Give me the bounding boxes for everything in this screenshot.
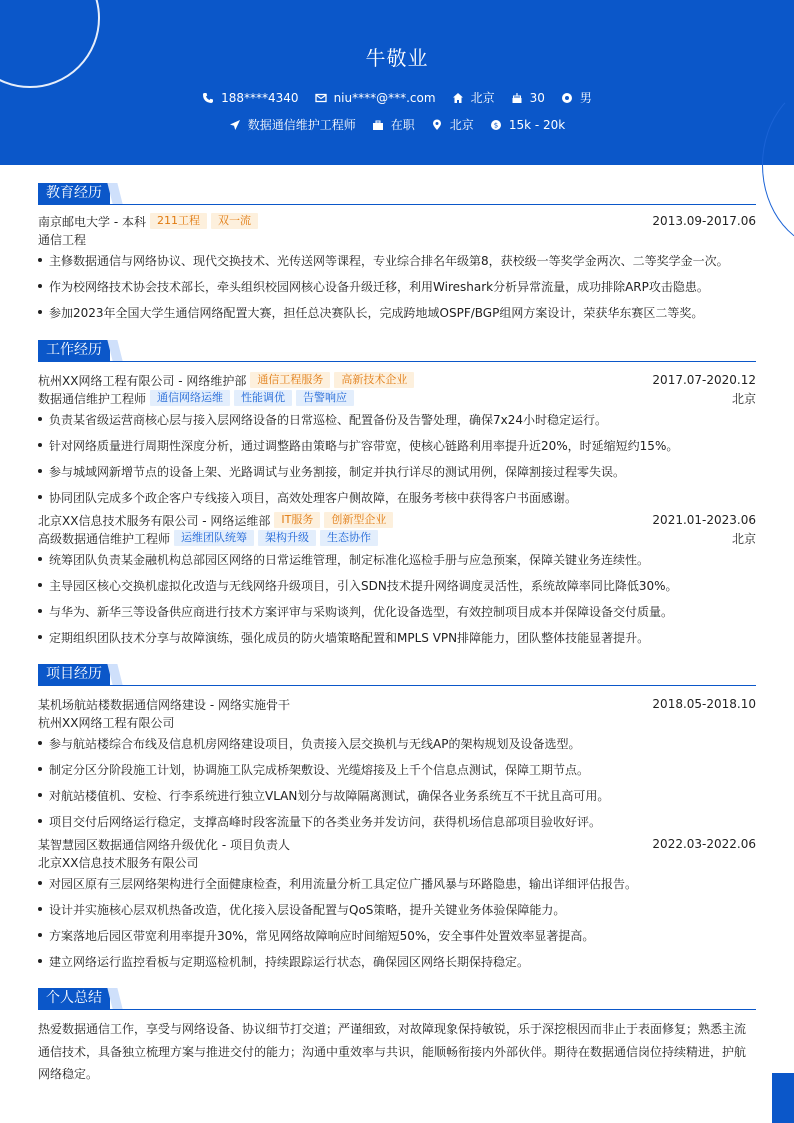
role-tag: 告警响应 (296, 390, 354, 406)
status-text: 在职 (390, 118, 415, 132)
email-item (315, 91, 436, 105)
project-bullets (38, 731, 756, 835)
major-name: 通信工程 (38, 232, 87, 247)
list-item: 参与航站楼综合布线及信息机房网络建设项目，负责接入层交换机与无线AP的架构规划及设备选型。 (38, 731, 756, 757)
status-item (372, 116, 415, 133)
list-item: 建立网络运行监控看板与定期巡检机制，持续跟踪运行状态，确保园区网络长期保持稳定。 (38, 949, 756, 975)
list-item: 制定分区分阶段施工计划，协调施工队完成桥架敷设、光缆熔接及上千个信息点测试，保障工期节点。 (38, 757, 756, 783)
age-text: 30 (529, 90, 545, 105)
resume-header (0, 0, 794, 165)
location-item (431, 116, 474, 133)
project-name: 某机场航站楼数据通信网络建设 - 网络实施骨干 (38, 697, 290, 712)
company-name: 北京XX信息技术服务有限公司 - 网络运维部 (38, 513, 271, 528)
project-entry-sub (38, 853, 756, 871)
role-tag: 通信网络运维 (150, 390, 230, 406)
list-item: 参加2023年全国大学生通信网络配置大赛，担任总决赛队长，完成跨地域OSPF/BGP组网方案设计，荣获华东赛区二等奖。 (38, 300, 756, 326)
job-role: 数据通信维护工程师 (38, 391, 147, 406)
list-item: 负责某省级运营商核心层与接入层网络设备的日常巡检、配置备份及告警处理，确保7x24小时稳定运行。 (38, 407, 756, 433)
project-period: 2022.03-2022.06 (652, 837, 756, 851)
role-tag: 生态协作 (320, 530, 378, 546)
projects-section (38, 664, 756, 975)
work-section (38, 340, 756, 651)
salary-item (490, 118, 565, 132)
candidate-name: 牛敬业 (365, 46, 429, 70)
project-bullets (38, 871, 756, 975)
education-bullets (38, 248, 756, 326)
job-text: 数据通信维护工程师 (247, 118, 356, 132)
section-label: 工作经历 (38, 340, 110, 361)
home-icon (452, 92, 464, 104)
job-bullets (38, 547, 756, 651)
project-org: 北京XX信息技术服务有限公司 (38, 855, 199, 870)
school-tag: 211工程 (150, 213, 207, 229)
summary-section (38, 988, 756, 1086)
list-item: 设计并实施核心层双机热备改造，优化接入层设备配置与QoS策略，提升关键业务体验保障能力。 (38, 897, 756, 923)
job-role: 高级数据通信维护工程师 (38, 531, 171, 546)
send-icon (229, 119, 241, 131)
phone-item (202, 91, 298, 105)
project-name: 某智慧园区数据通信网络升级优化 - 项目负责人 (38, 837, 290, 852)
list-item: 主修数据通信与网络协议、现代交换技术、光传送网等课程，专业综合排名年级第8，获校级一等奖学金两次、二等奖学金一次。 (38, 248, 756, 274)
section-label: 个人总结 (38, 988, 110, 1009)
decor-corner-block (772, 1073, 794, 1123)
section-title (38, 183, 756, 205)
phone-icon (202, 92, 214, 104)
education-section (38, 183, 756, 326)
list-item: 参与城域网新增节点的设备上架、光路调试与业务割接，制定并执行详尽的测试用例，保障割接过程零失误。 (38, 459, 756, 485)
list-item: 对园区原有三层网络架构进行全面健康检查，利用流量分析工具定位广播风暴与环路隐患，输出详细评估报告。 (38, 871, 756, 897)
company-tag: 通信工程服务 (250, 372, 330, 388)
project-org: 杭州XX网络工程有限公司 (38, 715, 175, 730)
list-item: 与华为、新华三等设备供应商进行技术方案评审与采购谈判，优化设备选型，有效控制项目成本并保障设备交付质量。 (38, 599, 756, 625)
briefcase-icon (372, 119, 384, 131)
list-item: 统筹团队负责某金融机构总部园区网络的日常运维管理，制定标准化巡检手册与应急预案，保障关键业务连续性。 (38, 547, 756, 573)
role-tag: 架构升级 (258, 530, 316, 546)
job-location: 北京 (731, 391, 756, 406)
list-item: 定期组织团队技术分享与故障演练，强化成员的防火墙策略配置和MPLS VPN排障能力，团队整体技能显著提升。 (38, 625, 756, 651)
job-period: 2017.07-2020.12 (652, 373, 756, 387)
city-item (452, 89, 495, 106)
pin-icon (431, 119, 443, 131)
project-entry-head (38, 835, 756, 853)
project-period: 2018.05-2018.10 (652, 697, 756, 711)
school-tag: 双一流 (211, 213, 258, 229)
list-item: 作为校网络技术协会技术部长，牵头组织校园网核心设备升级迁移，利用Wireshark分析异常流量，成功排除ARP攻击隐患。 (38, 274, 756, 300)
list-item: 针对网络质量进行周期性深度分析，通过调整路由策略与扩容带宽，使核心链路利用率提升近20%，时延缩短约15%。 (38, 433, 756, 459)
list-item: 对航站楼值机、安检、行李系统进行独立VLAN划分与故障隔离测试，确保各业务系统互不干扰且高可用。 (38, 783, 756, 809)
section-title (38, 340, 756, 362)
section-label: 项目经历 (38, 664, 110, 685)
money-icon (490, 119, 502, 131)
job-entry-head (38, 511, 756, 529)
city-text: 北京 (470, 91, 495, 105)
location-text: 北京 (449, 118, 474, 132)
section-title (38, 988, 756, 1010)
age-item (511, 91, 545, 105)
gender-text: 男 (579, 91, 592, 105)
job-period: 2021.01-2023.06 (652, 513, 756, 527)
list-item: 协同团队完成多个政企客户专线接入项目，高效处理客户侧故障，在服务考核中获得客户书面感谢。 (38, 485, 756, 511)
contact-row (0, 89, 794, 106)
job-entry-head (38, 371, 756, 389)
education-entry-sub (38, 230, 756, 248)
job-entry-sub (38, 389, 756, 407)
salary-text: 15k - 20k (508, 117, 566, 132)
list-item: 方案落地后园区带宽利用率提升30%，常见网络故障响应时间缩短50%，安全事件处置效率显著提高。 (38, 923, 756, 949)
email-text: niu****@***.com (333, 90, 436, 105)
project-entry-head (38, 695, 756, 713)
job-location: 北京 (731, 531, 756, 546)
project-entry-sub (38, 713, 756, 731)
section-title (38, 664, 756, 686)
company-tag: 创新型企业 (324, 512, 393, 528)
gender-icon (561, 92, 573, 104)
job-bullets (38, 407, 756, 511)
list-item: 主导园区核心交换机虚拟化改造与无线网络升级项目，引入SDN技术提升网络调度灵活性，系统故障率同比降低30%。 (38, 573, 756, 599)
education-entry-head (38, 212, 756, 230)
svg-text:$: $ (493, 121, 499, 130)
cake-icon (511, 92, 523, 104)
section-label: 教育经历 (38, 183, 110, 204)
company-tag: 高新技术企业 (334, 372, 414, 388)
education-period: 2013.09-2017.06 (652, 214, 756, 228)
role-tag: 运维团队统筹 (174, 530, 254, 546)
summary-text: 热爱数据通信工作，享受与网络设备、协议细节打交道；严谨细致，对故障现象保持敏锐，乐于深挖根因而非止于表面修复；熟悉主流通信技术，具备独立梳理方案与推进交付的能力；沟通中重效率与共识，能顺畅衔接内外部伙伴。期待在数据通信岗位持续精进，护航网络稳定。 (38, 1022, 747, 1081)
company-name: 杭州XX网络工程有限公司 - 网络维护部 (38, 373, 247, 388)
school-name: 南京邮电大学 - 本科 (38, 214, 146, 229)
list-item: 项目交付后网络运行稳定，支撑高峰时段客流量下的各类业务并发访问，获得机场信息部项目验收好评。 (38, 809, 756, 835)
phone-text: 188****4340 (221, 90, 299, 105)
role-tag: 性能调优 (234, 390, 292, 406)
job-row (0, 116, 794, 133)
mail-icon (315, 92, 327, 104)
job-item (229, 116, 356, 133)
company-tag: IT服务 (274, 512, 320, 528)
job-entry-sub (38, 529, 756, 547)
gender-item (561, 89, 592, 106)
